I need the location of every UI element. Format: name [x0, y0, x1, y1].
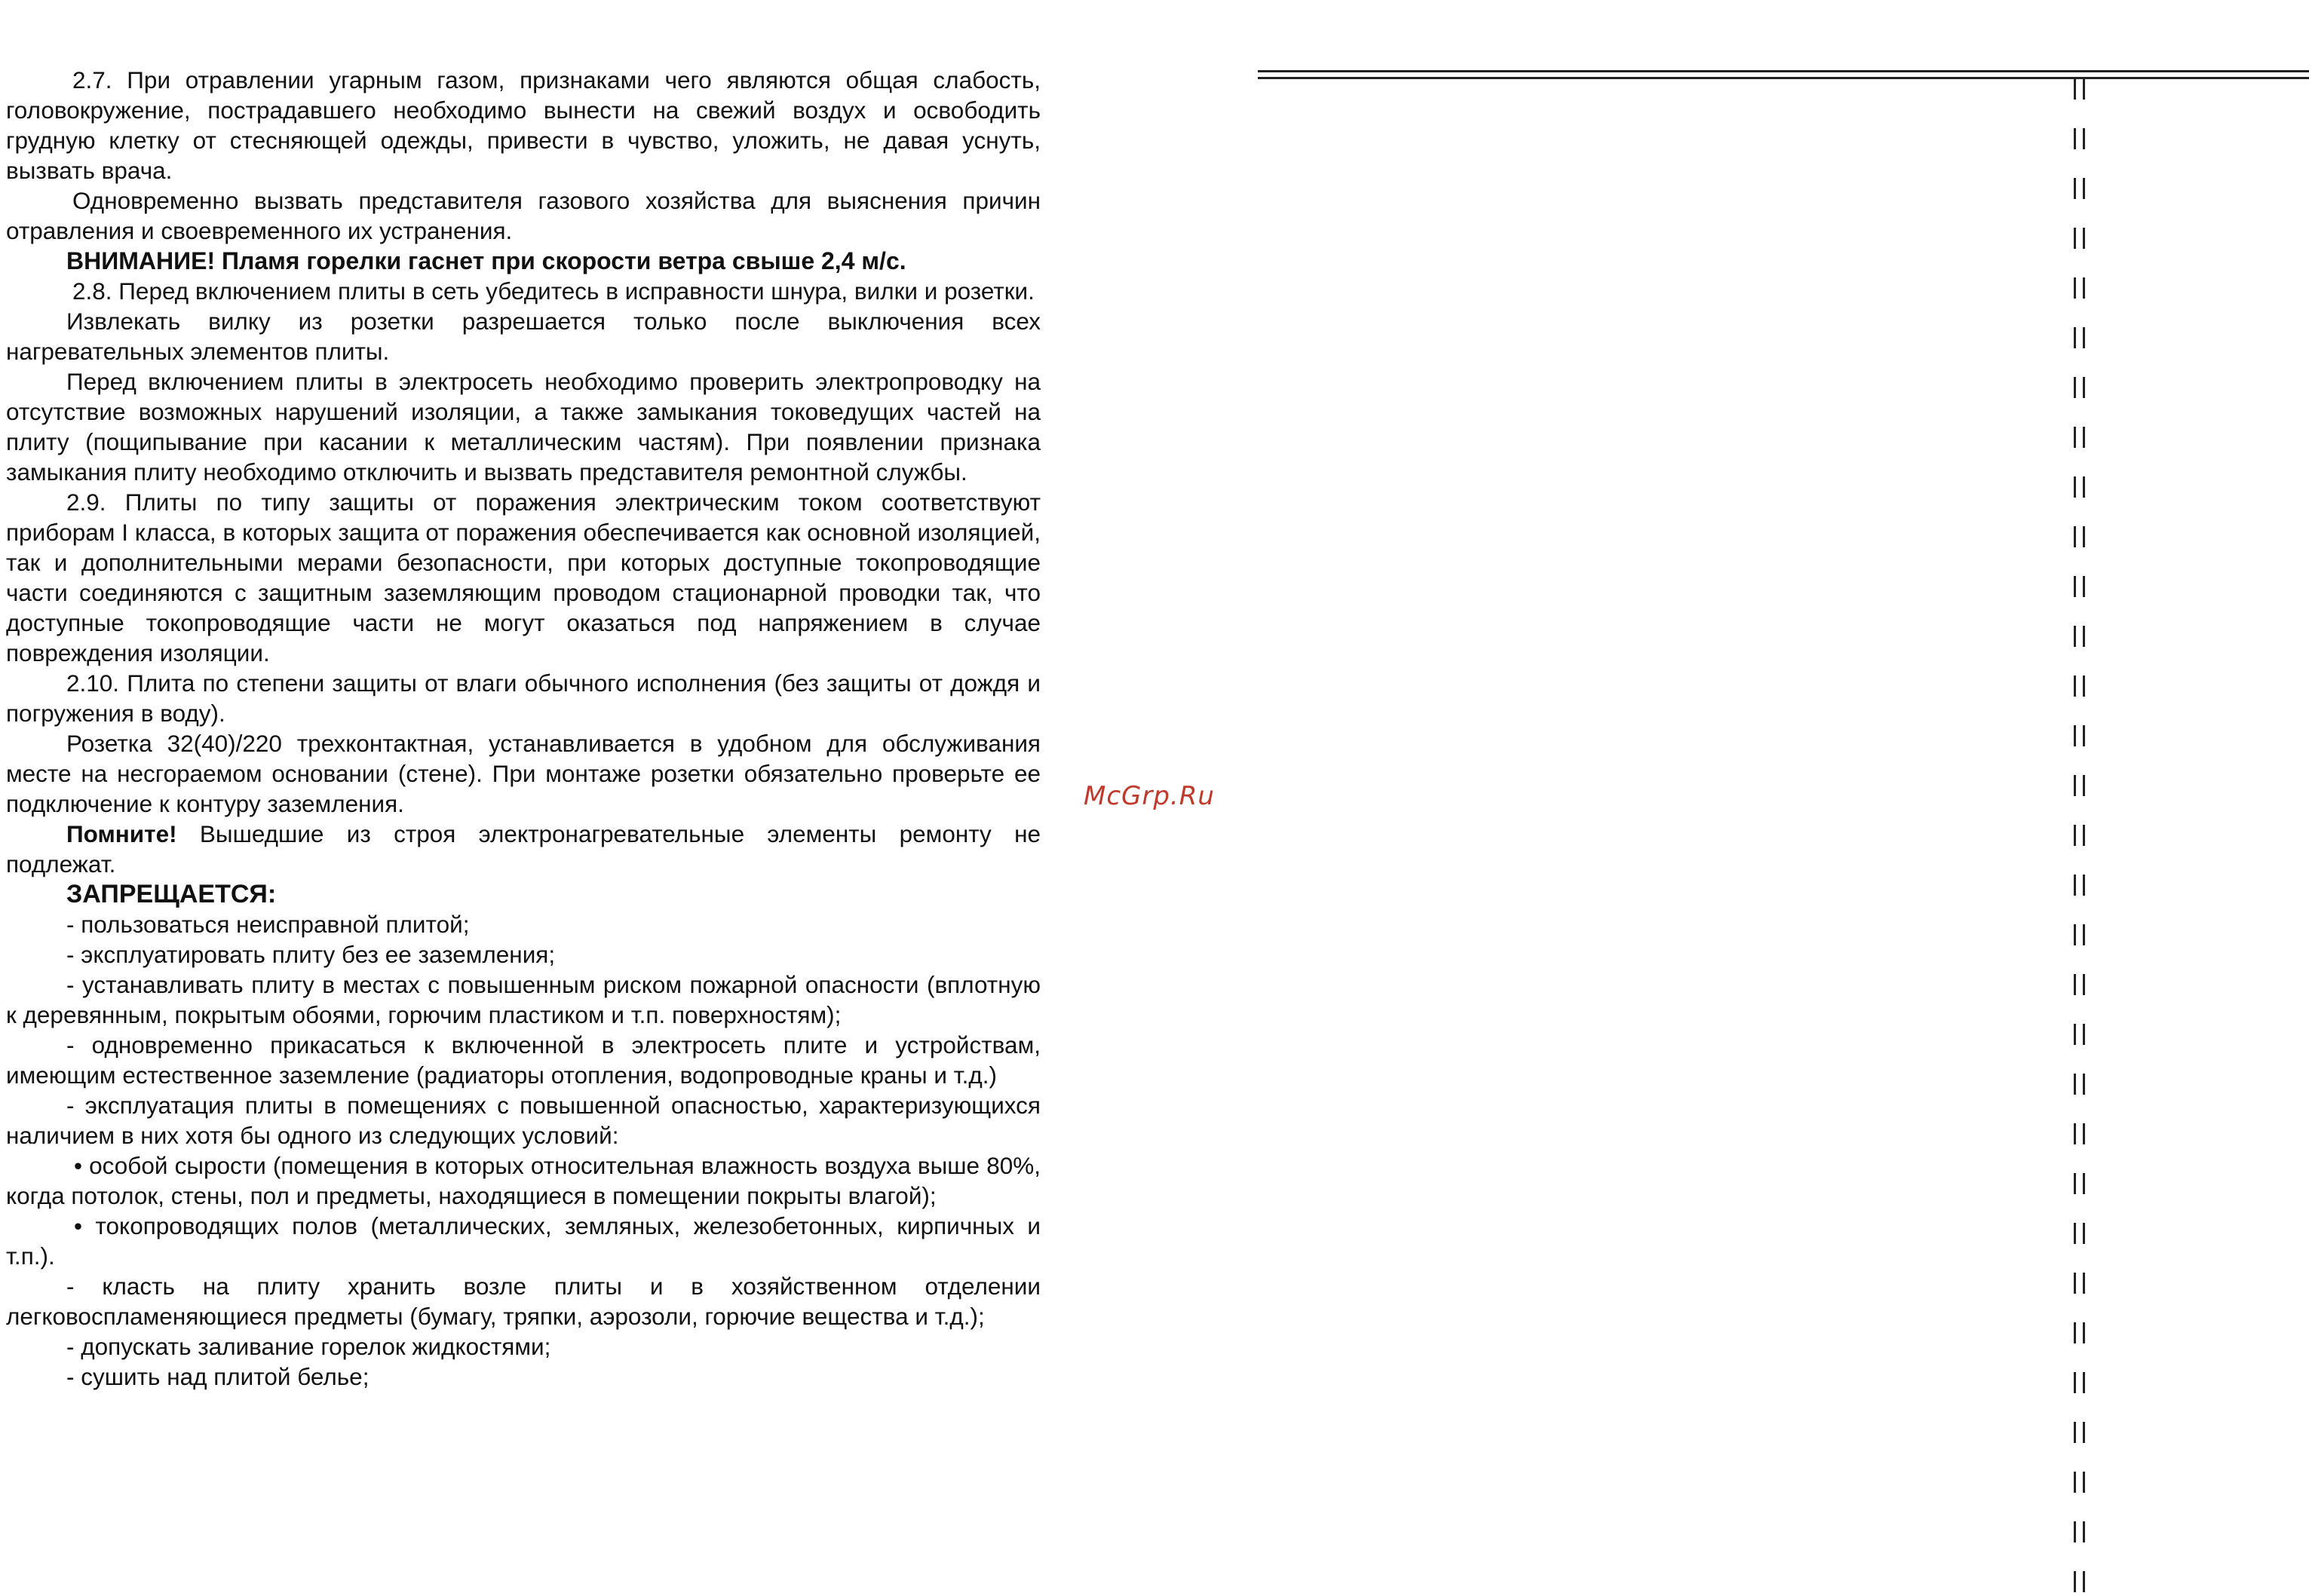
binding-tick-marks [2072, 78, 2095, 1594]
binding-tick-icon [2072, 427, 2089, 448]
binding-tick-icon [2072, 78, 2089, 100]
binding-tick-icon [2072, 626, 2089, 647]
remember-text: Вышедшие из строя электронагревательные элементы ремонту не подлежат. [6, 820, 1041, 878]
binding-tick-icon [2072, 775, 2089, 796]
paragraph-gas-service: Одновременно вызвать представителя газового хозяйства для выяснения причин отравления и своевременного их устранения. [6, 187, 1041, 244]
binding-tick-icon [2072, 128, 2089, 149]
binding-tick-icon [2072, 277, 2089, 299]
prohibited-item: - одновременно прикасаться к включенной в электросеть плите и устройствам, имеющим естественное заземление (радиаторы отопления, водопроводные краны и т.д.) [6, 1031, 1041, 1089]
prohibited-item: - эксплуатация плиты в помещениях с повышенной опасностью, характеризующихся наличием в них хотя бы одного из следующих условий: [6, 1092, 1041, 1149]
binding-tick-icon [2072, 1422, 2089, 1443]
binding-tick-icon [2072, 675, 2089, 697]
binding-tick-icon [2072, 178, 2089, 199]
binding-tick-icon [2072, 725, 2089, 746]
binding-tick-icon [2072, 875, 2089, 896]
binding-tick-icon [2072, 1223, 2089, 1244]
binding-tick-icon [2072, 1173, 2089, 1194]
paragraph-2-7: 2.7. При отравлении угарным газом, признаками чего являются общая слабость, головокружение, пострадавшего необходимо вынести на свежий воздух и освободить грудную клетку от стесняющей одежды, привести в чувство, уложить, не давая уснуть, вызвать врача. [6, 66, 1041, 184]
paragraph-wiring-check: Перед включением плиты в электросеть необходимо проверить электропроводку на отсутствие возможных нарушений изоляции, а также замыкания токоведущих частей на плиту (пощипывание при касании к металлическим частям). При появлении признака замыкания плиту необходимо отключить и вызвать представителя ремонтной службы. [6, 368, 1041, 486]
prohibited-item: - эксплуатировать плиту без ее заземления; [66, 941, 556, 968]
prohibited-item: - пользоваться неисправной плитой; [66, 911, 470, 938]
prohibited-subitem: • токопроводящих полов (металлических, земляных, железобетонных, кирпичных и т.п.). [6, 1212, 1041, 1270]
warning-flame: ВНИМАНИЕ! Пламя горелки гаснет при скорости ветра свыше 2,4 м/с. [66, 247, 906, 274]
binding-tick-icon [2072, 1472, 2089, 1493]
binding-tick-icon [2072, 228, 2089, 249]
prohibited-subitem: • особой сырости (помещения в которых относительная влажность воздуха выше 80%, когда потолок, стены, пол и предметы, находящиеся в помещении покрыты влагой); [6, 1152, 1041, 1209]
double-rule-divider [1258, 70, 2309, 79]
binding-tick-icon [2072, 1521, 2089, 1542]
paragraph-socket: Розетка 32(40)/220 трехконтактная, устанавливается в удобном для обслуживания месте на несгораемом основании (стене). При монтаже розетки обязательно проверьте ее подключение к контуру заземления. [6, 730, 1041, 817]
binding-tick-icon [2072, 974, 2089, 995]
binding-tick-icon [2072, 576, 2089, 597]
paragraph-2-10: 2.10. Плита по степени защиты от влаги обычного исполнения (без защиты от дождя и погружения в воду). [6, 669, 1041, 727]
binding-tick-icon [2072, 1024, 2089, 1045]
binding-tick-icon [2072, 924, 2089, 945]
watermark-text: McGrp.Ru [1084, 781, 1215, 811]
binding-tick-icon [2072, 1273, 2089, 1294]
prohibited-item: - класть на плиту хранить возле плиты и в хозяйственном отделении легковоспламеняющиеся предметы (бумагу, тряпки, аэрозоли, горючие вещества и т.д.); [6, 1273, 1041, 1330]
paragraph-2-9: 2.9. Плиты по типу защиты от поражения электрическим током соответствуют приборам I класса, в которых защита от поражения обеспечивается как основной изоляцией, так и дополнительными мерами безопасности, при которых доступные токопроводящие части соединяются с защитным заземляющим проводом стационарной проводки так, что доступные токопроводящие части не могут оказаться под напряжением в случае повреждения изоляции. [6, 489, 1041, 666]
document-text-column [6, 65, 1041, 1392]
binding-tick-icon [2072, 327, 2089, 348]
paragraph-2-8: 2.8. Перед включением плиты в сеть убедитесь в исправности шнура, вилки и розетки. [72, 277, 1035, 305]
paragraph-remember [6, 819, 1041, 879]
prohibited-item: - устанавливать плиту в местах с повышенным риском пожарной опасности (вплотную к деревянным, покрытым обоями, горючим пластиком и т.п. поверхностям); [6, 971, 1041, 1028]
binding-tick-icon [2072, 1123, 2089, 1144]
prohibited-item: - сушить над плитой белье; [66, 1363, 370, 1390]
remember-label: Помните! [66, 820, 177, 847]
binding-tick-icon [2072, 1372, 2089, 1393]
binding-tick-icon [2072, 526, 2089, 547]
binding-tick-icon [2072, 476, 2089, 498]
binding-tick-icon [2072, 825, 2089, 846]
prohibited-item: - допускать заливание горелок жидкостями; [66, 1333, 551, 1360]
binding-tick-icon [2072, 1074, 2089, 1095]
paragraph-plug: Извлекать вилку из розетки разрешается только после выключения всех нагревательных элементов плиты. [6, 308, 1041, 365]
prohibited-heading: ЗАПРЕЩАЕТСЯ: [66, 880, 277, 908]
binding-tick-icon [2072, 1322, 2089, 1343]
binding-tick-icon [2072, 1571, 2089, 1592]
binding-tick-icon [2072, 377, 2089, 398]
